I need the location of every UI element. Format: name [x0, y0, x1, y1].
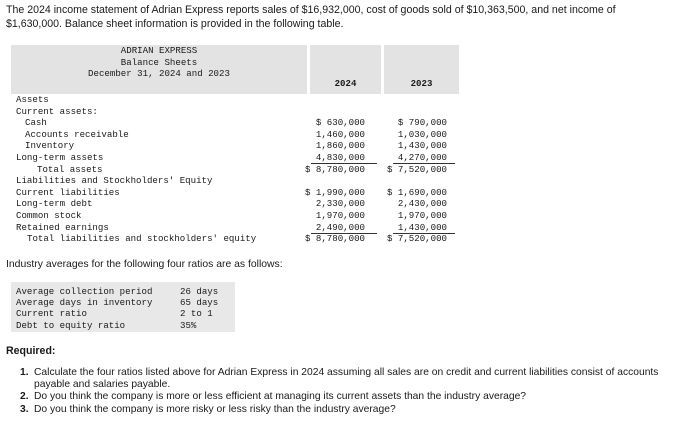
row-total-liabilities-equity: Total liabilities and stockholders' equity $ 8,780,000 $ 7,520,000	[27, 233, 447, 245]
assets-heading: Assets	[16, 94, 49, 105]
liabilities-equity-heading: Liabilities and Stockholders' Equity	[16, 175, 213, 187]
statement-name: Balance Sheets	[120, 56, 198, 68]
row-inventory: Inventory 1,860,000 1,430,000	[25, 140, 447, 152]
row-cash: Cash $ 630,000 $ 790,000	[25, 117, 447, 129]
row-accounts-receivable: Accounts receivable 1,460,000 1,030,000	[25, 128, 447, 140]
row-common-stock: Common stock 1,970,000 1,970,000	[16, 209, 447, 221]
industry-row: Average days in inventory 65 days	[16, 297, 219, 309]
industry-row: Average collection period 26 days	[16, 286, 219, 297]
industry-row: Debt to equity ratio 35%	[16, 319, 197, 331]
statement-date: December 31, 2024 and 2023	[88, 68, 230, 80]
required-heading: Required:	[6, 345, 56, 357]
row-total-assets: Total assets $ 8,780,000 $ 7,520,000	[37, 163, 447, 175]
row-current-liabilities: Current liabilities $ 1,990,000 $ 1,690,000	[16, 186, 447, 198]
required-list	[20, 367, 678, 416]
required-item: 1. Calculate the four ratios listed above for Adrian Express in 2024 assuming all sales are on credit and current liabilities consist of accounts payable and salaries payable.	[20, 367, 659, 391]
industry-averages-table	[11, 282, 235, 332]
year-2024-header: 2024	[334, 78, 357, 89]
required-item: 2. Do you think the company is more or less efficient at managing its current assets than the industry average?	[20, 391, 527, 403]
problem-intro: The 2024 income statement of Adrian Express reports sales of $16,932,000, cost of goods sold of $10,363,500, and net income of $1,630,000. Balance sheet information is provided in the following table.	[6, 4, 616, 30]
balance-sheet-header	[11, 45, 459, 94]
row-long-term-assets: Long-term assets 4,830,000 4,270,000	[11, 152, 459, 164]
current-assets-heading: Current assets:	[16, 105, 98, 117]
year-2023-header: 2023	[410, 78, 433, 89]
industry-averages-title: Industry averages for the following four ratios are as follows:	[6, 259, 283, 270]
balance-sheet-table	[11, 45, 459, 246]
company-name: ADRIAN EXPRESS	[120, 45, 198, 56]
row-long-term-debt: Long-term debt 2,330,000 2,430,000	[16, 198, 447, 210]
industry-row: Current ratio 2 to 1	[16, 308, 213, 320]
row-retained-earnings: Retained earnings 2,490,000 1,430,000	[11, 222, 459, 234]
required-item: 3. Do you think the company is more risky or less risky than the industry average?	[20, 403, 396, 415]
